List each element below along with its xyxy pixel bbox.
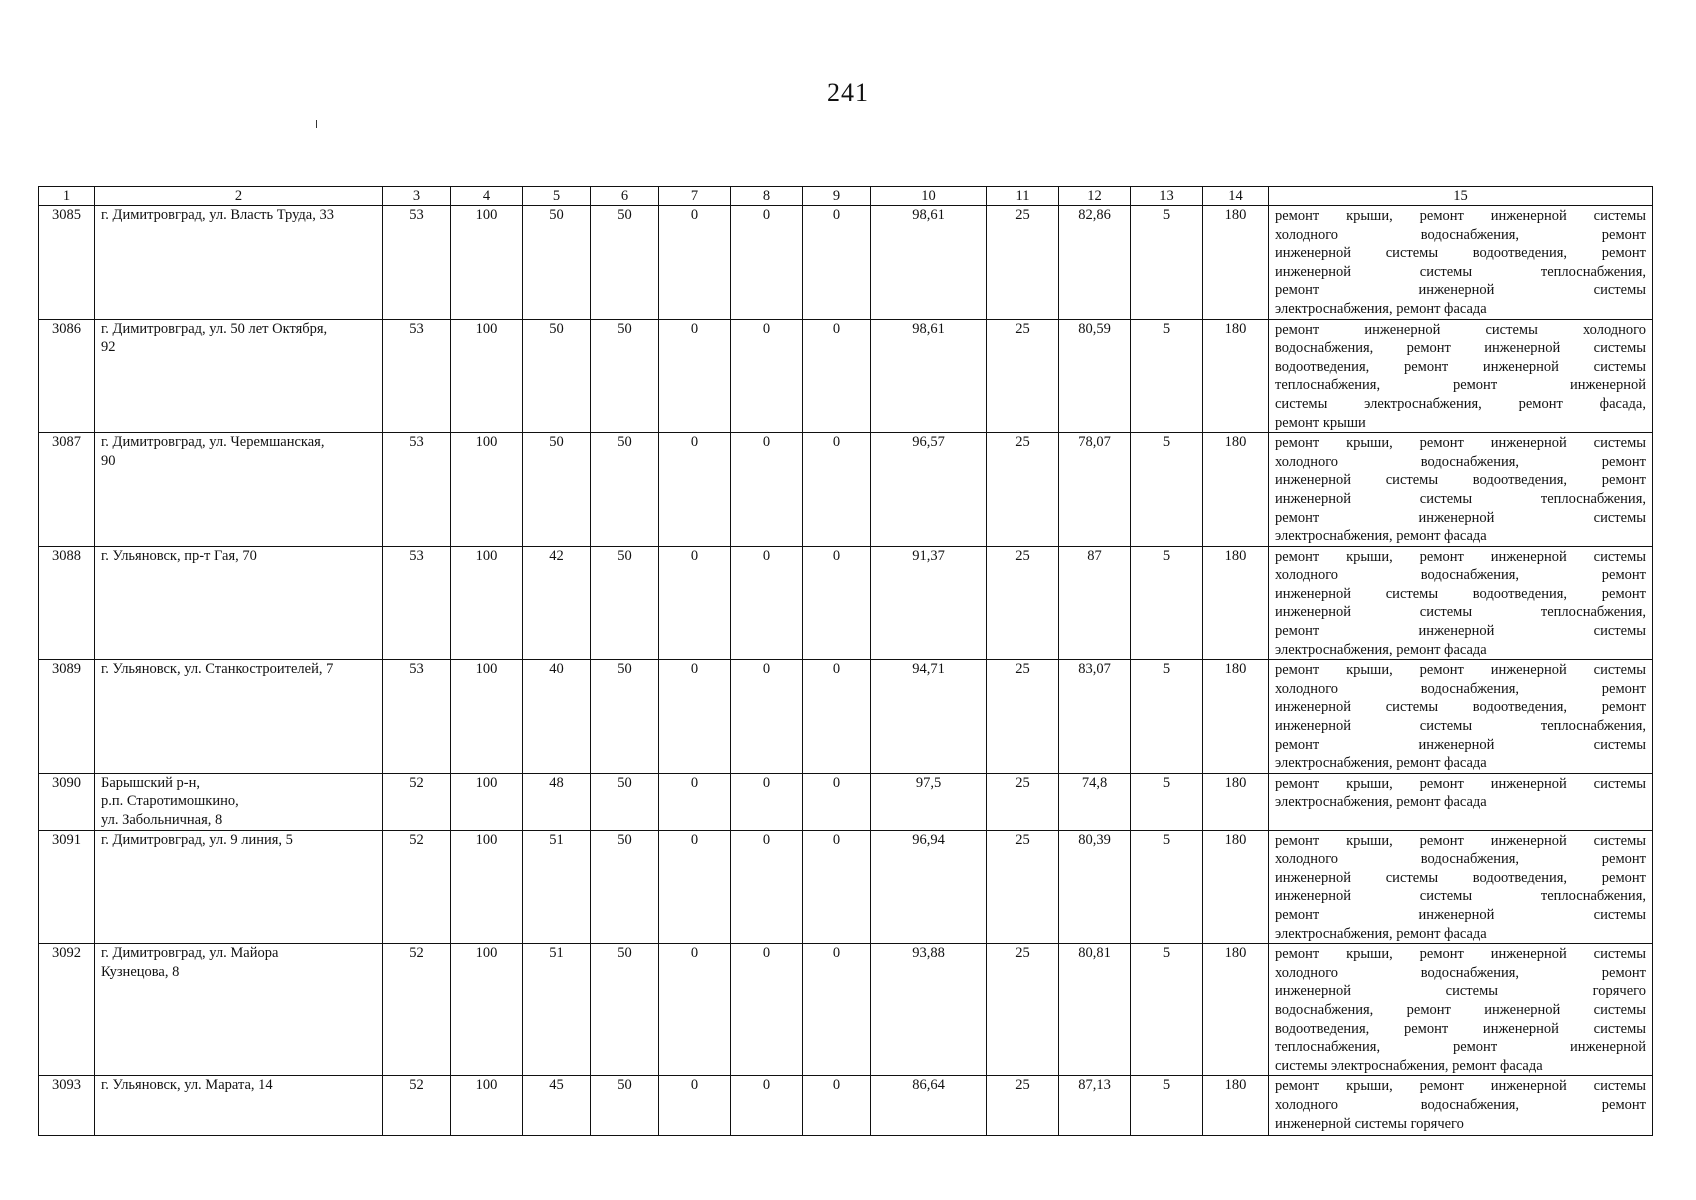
value-col-14: 180	[1203, 546, 1269, 660]
value-col-13: 5	[1131, 319, 1203, 433]
value-col-8: 0	[731, 1076, 803, 1136]
value-col-5: 51	[523, 944, 591, 1076]
repair-works-line: холодного водоснабжения, ремонт	[1275, 851, 1646, 868]
value-col-4: 100	[451, 1076, 523, 1136]
column-number: 9	[803, 187, 871, 206]
value-col-5: 50	[523, 206, 591, 320]
address-cell	[95, 433, 383, 547]
repair-works-line: холодного водоснабжения, ремонт	[1275, 964, 1646, 981]
row-id: 3086	[39, 319, 95, 433]
value-col-6: 50	[591, 319, 659, 433]
row-id: 3092	[39, 944, 95, 1076]
repair-works-line: ремонт крыши, ремонт инженерной системы	[1275, 662, 1646, 679]
address-line: г. Ульяновск, ул. Станкостроителей, 7	[101, 661, 334, 678]
value-col-13: 5	[1131, 660, 1203, 774]
value-col-7: 0	[659, 1076, 731, 1136]
value-col-5: 40	[523, 660, 591, 774]
value-col-11: 25	[987, 830, 1059, 944]
table-row	[39, 546, 1653, 660]
repair-works-line: холодного водоснабжения, ремонт	[1275, 1096, 1646, 1113]
column-number: 7	[659, 187, 731, 206]
repair-works-line: ремонт инженерной системы	[1275, 282, 1646, 299]
value-col-12: 83,07	[1059, 660, 1131, 774]
repair-works-line: ремонт крыши, ремонт инженерной системы	[1275, 775, 1646, 792]
address-line: Кузнецова, 8	[101, 963, 180, 980]
row-id: 3093	[39, 1076, 95, 1136]
repair-works-line: ремонт инженерной системы	[1275, 736, 1646, 753]
repair-works-line: инженерной системы теплоснабжения,	[1275, 490, 1646, 507]
value-col-12: 82,86	[1059, 206, 1131, 320]
repair-works-line: электроснабжения, ремонт фасада	[1275, 641, 1487, 658]
value-col-7: 0	[659, 944, 731, 1076]
value-col-5: 42	[523, 546, 591, 660]
value-col-10: 91,37	[871, 546, 987, 660]
value-col-7: 0	[659, 660, 731, 774]
value-col-3: 53	[383, 546, 451, 660]
column-number: 15	[1269, 187, 1653, 206]
repair-works-line: ремонт крыши, ремонт инженерной системы	[1275, 208, 1646, 224]
address-cell	[95, 546, 383, 660]
column-number: 6	[591, 187, 659, 206]
repair-works-line: водоотведения, ремонт инженерной системы	[1275, 1020, 1646, 1037]
value-col-5: 48	[523, 773, 591, 830]
column-number: 4	[451, 187, 523, 206]
column-number: 12	[1059, 187, 1131, 206]
value-col-4: 100	[451, 944, 523, 1076]
value-col-13: 5	[1131, 1076, 1203, 1136]
address-line: г. Димитровград, ул. Власть Труда, 33	[101, 207, 334, 223]
value-col-6: 50	[591, 944, 659, 1076]
row-id: 3085	[39, 206, 95, 320]
value-col-10: 93,88	[871, 944, 987, 1076]
repair-works-cell	[1269, 206, 1653, 320]
repair-works-cell	[1269, 830, 1653, 944]
value-col-3: 52	[383, 830, 451, 944]
repair-works-line: ремонт инженерной системы	[1275, 509, 1646, 526]
value-col-13: 5	[1131, 206, 1203, 320]
address-line: г. Димитровград, ул. 9 линия, 5	[101, 831, 293, 848]
value-col-7: 0	[659, 773, 731, 830]
value-col-13: 5	[1131, 830, 1203, 944]
repair-works-line: ремонт крыши, ремонт инженерной системы	[1275, 946, 1646, 963]
value-col-3: 52	[383, 1076, 451, 1136]
value-col-9: 0	[803, 773, 871, 830]
address-line: 90	[101, 452, 116, 469]
value-col-14: 180	[1203, 830, 1269, 944]
repair-works-cell	[1269, 433, 1653, 547]
repair-works-cell	[1269, 773, 1653, 830]
repair-works-line: ремонт крыши, ремонт инженерной системы	[1275, 832, 1646, 849]
repair-works-cell	[1269, 944, 1653, 1076]
page-number: 241	[827, 78, 869, 107]
table-row	[39, 660, 1653, 774]
repair-works-line: теплоснабжения, ремонт инженерной	[1275, 1039, 1646, 1056]
repair-works-line: инженерной системы теплоснабжения,	[1275, 718, 1646, 735]
address-line: ул. Забольничная, 8	[101, 812, 223, 828]
value-col-4: 100	[451, 433, 523, 547]
value-col-3: 53	[383, 319, 451, 433]
value-col-4: 100	[451, 546, 523, 660]
value-col-11: 25	[987, 1076, 1059, 1136]
address-line: г. Димитровград, ул. Черемшанская,	[101, 434, 325, 451]
repair-works-line: электроснабжения, ремонт фасада	[1275, 755, 1487, 772]
value-col-7: 0	[659, 546, 731, 660]
value-col-8: 0	[731, 830, 803, 944]
value-col-6: 50	[591, 433, 659, 547]
repair-works-line: системы электроснабжения, ремонт фасада,	[1275, 395, 1646, 412]
address-line: Барышский р-н,	[101, 774, 201, 791]
value-col-11: 25	[987, 944, 1059, 1076]
table-row	[39, 319, 1653, 433]
repair-works-line: ремонт крыши, ремонт инженерной системы	[1275, 1078, 1646, 1095]
column-number: 11	[987, 187, 1059, 206]
column-number-row	[39, 187, 1653, 206]
value-col-12: 78,07	[1059, 433, 1131, 547]
row-id: 3087	[39, 433, 95, 547]
value-col-11: 25	[987, 206, 1059, 320]
address-line: г. Димитровград, ул. 50 лет Октября,	[101, 320, 328, 337]
repair-works-cell	[1269, 1076, 1653, 1136]
repair-works-line: инженерной системы теплоснабжения,	[1275, 604, 1646, 621]
value-col-12: 74,8	[1059, 773, 1131, 830]
address-cell	[95, 660, 383, 774]
scan-mark	[316, 120, 317, 128]
row-id: 3088	[39, 546, 95, 660]
value-col-7: 0	[659, 830, 731, 944]
repair-works-line: водоснабжения, ремонт инженерной системы	[1275, 1001, 1646, 1018]
value-col-6: 50	[591, 660, 659, 774]
repair-works-cell	[1269, 660, 1653, 774]
value-col-13: 5	[1131, 546, 1203, 660]
value-col-5: 50	[523, 319, 591, 433]
repair-works-line: инженерной системы теплоснабжения,	[1275, 888, 1646, 905]
value-col-10: 86,64	[871, 1076, 987, 1136]
value-col-14: 180	[1203, 1076, 1269, 1136]
value-col-10: 98,61	[871, 319, 987, 433]
repair-works-line: холодного водоснабжения, ремонт	[1275, 680, 1646, 697]
repair-works-line: водоснабжения, ремонт инженерной системы	[1275, 340, 1646, 357]
repair-works-line: инженерной системы водоотведения, ремонт	[1275, 585, 1646, 602]
repair-works-line: инженерной системы горячего	[1275, 983, 1646, 1000]
value-col-12: 87,13	[1059, 1076, 1131, 1136]
address-cell	[95, 319, 383, 433]
value-col-14: 180	[1203, 433, 1269, 547]
value-col-3: 53	[383, 206, 451, 320]
value-col-4: 100	[451, 830, 523, 944]
value-col-9: 0	[803, 433, 871, 547]
address-line: г. Ульяновск, ул. Марата, 14	[101, 1077, 273, 1094]
value-col-9: 0	[803, 1076, 871, 1136]
value-col-14: 180	[1203, 944, 1269, 1076]
table-row	[39, 944, 1653, 1076]
value-col-4: 100	[451, 206, 523, 320]
value-col-14: 180	[1203, 319, 1269, 433]
repair-works-line: электроснабжения, ремонт фасада	[1275, 300, 1487, 317]
value-col-5: 51	[523, 830, 591, 944]
table-row	[39, 830, 1653, 944]
address-line: 92	[101, 339, 116, 356]
value-col-12: 80,59	[1059, 319, 1131, 433]
housing-repair-table	[38, 186, 1653, 1136]
value-col-7: 0	[659, 319, 731, 433]
value-col-9: 0	[803, 660, 871, 774]
row-id: 3091	[39, 830, 95, 944]
value-col-3: 53	[383, 433, 451, 547]
value-col-14: 180	[1203, 206, 1269, 320]
column-number: 5	[523, 187, 591, 206]
value-col-6: 50	[591, 546, 659, 660]
value-col-9: 0	[803, 830, 871, 944]
value-col-8: 0	[731, 546, 803, 660]
value-col-4: 100	[451, 773, 523, 830]
value-col-10: 98,61	[871, 206, 987, 320]
repair-works-line: инженерной системы теплоснабжения,	[1275, 263, 1646, 280]
value-col-6: 50	[591, 830, 659, 944]
repair-works-line: ремонт инженерной системы	[1275, 623, 1646, 640]
address-cell	[95, 1076, 383, 1136]
table-row	[39, 1076, 1653, 1136]
address-line: р.п. Старотимошкино,	[101, 793, 239, 810]
value-col-10: 96,94	[871, 830, 987, 944]
column-number: 13	[1131, 187, 1203, 206]
value-col-11: 25	[987, 433, 1059, 547]
value-col-5: 50	[523, 433, 591, 547]
repair-works-line: ремонт крыши, ремонт инженерной системы	[1275, 435, 1646, 452]
value-col-9: 0	[803, 206, 871, 320]
value-col-12: 80,39	[1059, 830, 1131, 944]
repair-works-line: ремонт инженерной системы	[1275, 906, 1646, 923]
repair-works-line: холодного водоснабжения, ремонт	[1275, 567, 1646, 584]
repair-works-line: инженерной системы водоотведения, ремонт	[1275, 245, 1646, 262]
repair-works-line: ремонт крыши	[1275, 414, 1366, 431]
column-number: 3	[383, 187, 451, 206]
row-id: 3090	[39, 773, 95, 830]
value-col-11: 25	[987, 660, 1059, 774]
repair-works-line: электроснабжения, ремонт фасада	[1275, 925, 1487, 942]
value-col-8: 0	[731, 773, 803, 830]
table-body	[39, 187, 1653, 1136]
value-col-11: 25	[987, 319, 1059, 433]
column-number: 10	[871, 187, 987, 206]
column-number: 8	[731, 187, 803, 206]
value-col-6: 50	[591, 206, 659, 320]
column-number: 2	[95, 187, 383, 206]
repair-works-line: инженерной системы водоотведения, ремонт	[1275, 699, 1646, 716]
table-row	[39, 206, 1653, 320]
value-col-13: 5	[1131, 944, 1203, 1076]
value-col-3: 53	[383, 660, 451, 774]
value-col-11: 25	[987, 773, 1059, 830]
value-col-14: 180	[1203, 773, 1269, 830]
value-col-8: 0	[731, 433, 803, 547]
value-col-7: 0	[659, 433, 731, 547]
repair-works-line: ремонт инженерной системы холодного	[1275, 321, 1646, 338]
value-col-3: 52	[383, 773, 451, 830]
repair-works-line: ремонт крыши, ремонт инженерной системы	[1275, 548, 1646, 565]
column-number: 14	[1203, 187, 1269, 206]
value-col-8: 0	[731, 660, 803, 774]
repair-works-line: электроснабжения, ремонт фасада	[1275, 794, 1487, 811]
address-cell	[95, 206, 383, 320]
value-col-8: 0	[731, 319, 803, 433]
value-col-10: 96,57	[871, 433, 987, 547]
table-row	[39, 433, 1653, 547]
value-col-14: 180	[1203, 660, 1269, 774]
value-col-12: 87	[1059, 546, 1131, 660]
repair-works-line: инженерной системы водоотведения, ремонт	[1275, 472, 1646, 489]
value-col-9: 0	[803, 546, 871, 660]
value-col-13: 5	[1131, 433, 1203, 547]
row-id: 3089	[39, 660, 95, 774]
address-cell	[95, 773, 383, 830]
repair-works-line: инженерной системы водоотведения, ремонт	[1275, 869, 1646, 886]
address-line: г. Ульяновск, пр-т Гая, 70	[101, 547, 257, 564]
value-col-9: 0	[803, 319, 871, 433]
repair-works-cell	[1269, 319, 1653, 433]
address-line: г. Димитровград, ул. Майора	[101, 945, 279, 962]
value-col-10: 94,71	[871, 660, 987, 774]
address-cell	[95, 830, 383, 944]
value-col-4: 100	[451, 319, 523, 433]
value-col-8: 0	[731, 944, 803, 1076]
value-col-3: 52	[383, 944, 451, 1076]
column-number: 1	[39, 187, 95, 206]
value-col-9: 0	[803, 944, 871, 1076]
value-col-6: 50	[591, 1076, 659, 1136]
repair-works-line: теплоснабжения, ремонт инженерной	[1275, 377, 1646, 394]
address-cell	[95, 944, 383, 1076]
value-col-12: 80,81	[1059, 944, 1131, 1076]
repair-works-line: инженерной системы горячего	[1275, 1115, 1464, 1132]
value-col-5: 45	[523, 1076, 591, 1136]
value-col-10: 97,5	[871, 773, 987, 830]
repair-works-line: холодного водоснабжения, ремонт	[1275, 226, 1646, 243]
table-row	[39, 773, 1653, 830]
value-col-6: 50	[591, 773, 659, 830]
value-col-13: 5	[1131, 773, 1203, 830]
repair-works-line: холодного водоснабжения, ремонт	[1275, 453, 1646, 470]
value-col-4: 100	[451, 660, 523, 774]
repair-works-line: водоотведения, ремонт инженерной системы	[1275, 358, 1646, 375]
value-col-7: 0	[659, 206, 731, 320]
repair-works-line: системы электроснабжения, ремонт фасада	[1275, 1057, 1543, 1074]
repair-works-cell	[1269, 546, 1653, 660]
value-col-8: 0	[731, 206, 803, 320]
value-col-11: 25	[987, 546, 1059, 660]
repair-works-line: электроснабжения, ремонт фасада	[1275, 528, 1487, 545]
